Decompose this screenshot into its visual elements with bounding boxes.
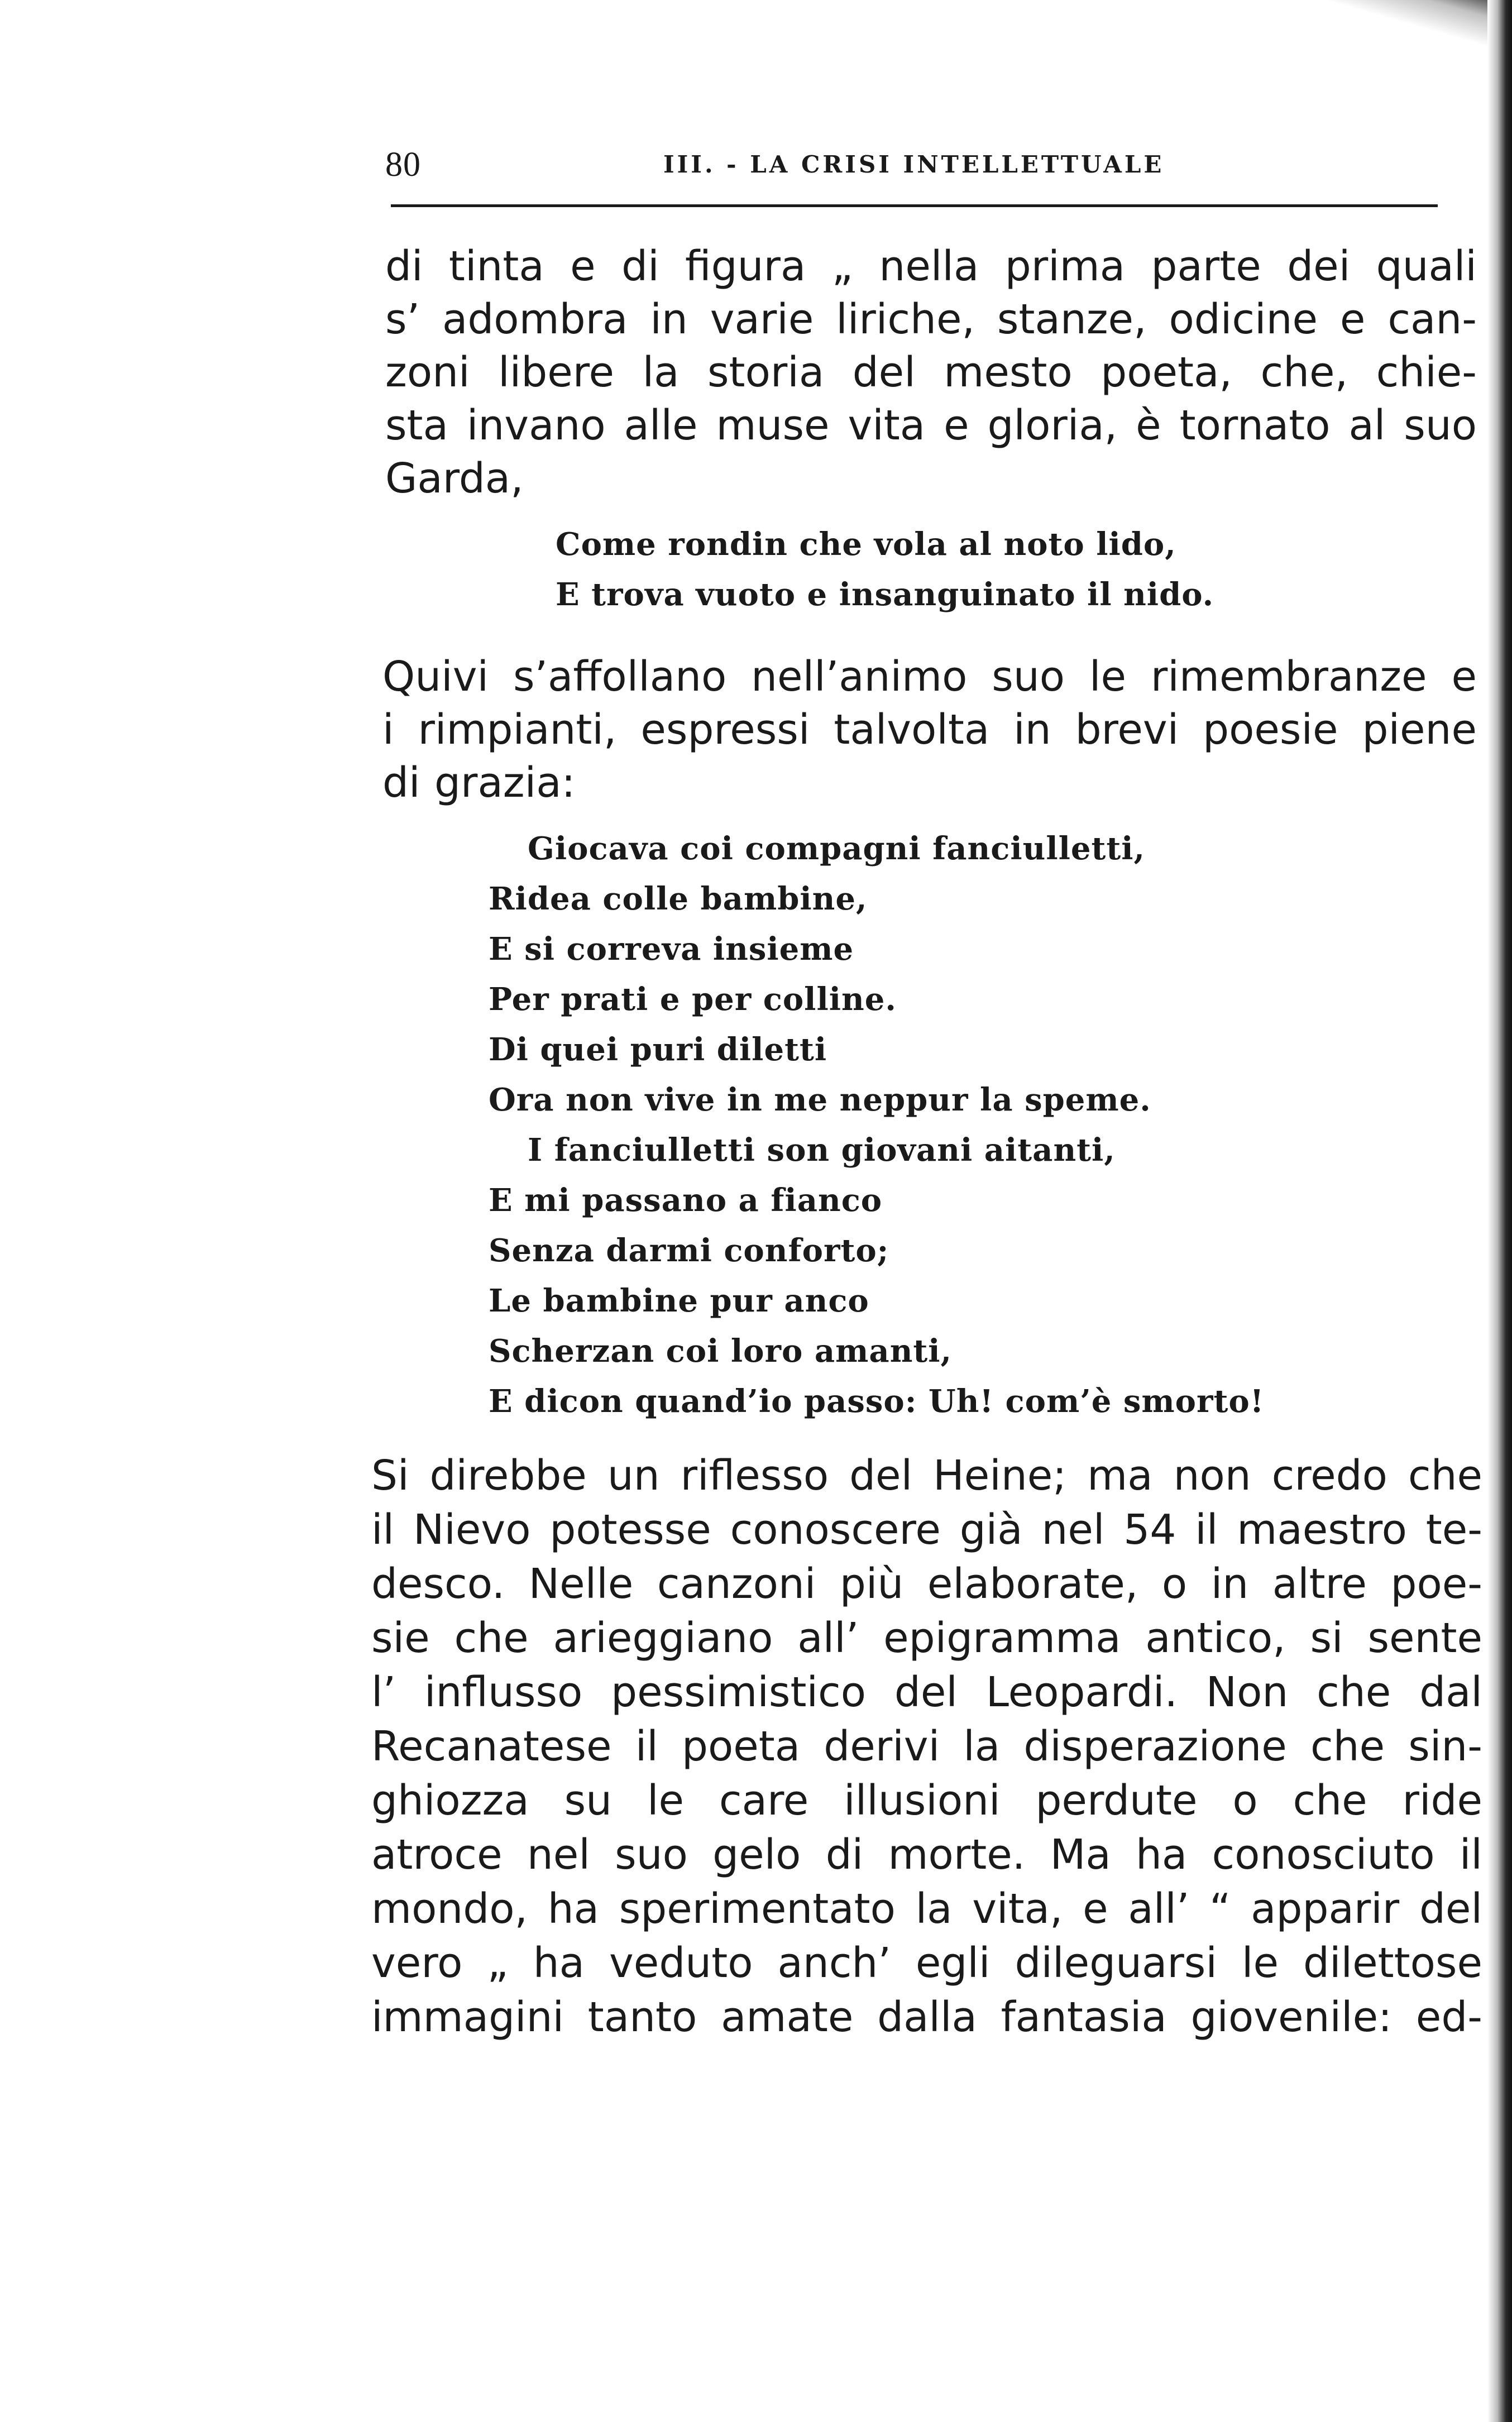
text-line: i rimpianti, espressi talvolta in brevi poesie piene (382, 706, 1477, 754)
verse-line: Ora non vive in me neppur la speme. (489, 1081, 1151, 1118)
paragraph-2 (382, 650, 1477, 810)
text-line: desco. Nelle canzoni più elaborate, o in altre poe- (371, 1560, 1482, 1608)
paragraph-1 (385, 240, 1477, 505)
text-line: mondo, ha sperimentato la vita, e all’ “ apparir del (371, 1885, 1482, 1933)
text-line: l’ influsso pessimistico del Leopardi. Non che dal (371, 1668, 1482, 1716)
paragraph-3 (371, 1449, 1482, 2045)
page-header (385, 137, 1446, 193)
text-line: sta invano alle muse vita e gloria, è tornato al suo (385, 401, 1477, 449)
text-line: s’ adombra in varie liriche, stanze, odicine e can- (385, 295, 1477, 343)
text-line: ghiozza su le care illusioni perdute o che ride (371, 1777, 1482, 1825)
scan-shadow-corner (1277, 0, 1512, 67)
text-line: vero „ ha veduto anch’ egli dileguarsi le dilettose (371, 1939, 1482, 1987)
verse-line: Di quei puri diletti (489, 1031, 827, 1068)
verse-line: Per prati e per colline. (489, 981, 897, 1018)
header-rule (391, 204, 1438, 207)
text-line: zoni libere la storia del mesto poeta, che, chie- (385, 348, 1477, 396)
verse-line: E si correva insieme (489, 931, 854, 968)
verse-line: I fanciulletti son giovani aitanti, (528, 1132, 1116, 1169)
verse-quote-2 (489, 824, 1264, 1427)
text-line: di grazia: (382, 759, 576, 807)
text-line: Garda, (385, 454, 524, 502)
verse-line: E mi passano a fianco (489, 1182, 883, 1219)
verse-line: Come rondin che vola al noto lido, (556, 526, 1176, 563)
verse-line: Le bambine pur anco (489, 1282, 869, 1319)
text-line: Recanatese il poeta derivi la disperazione che sin- (371, 1722, 1482, 1770)
scan-shadow-edge (1487, 0, 1512, 2422)
text-line: Si direbbe un riflesso del Heine; ma non credo che (371, 1452, 1482, 1500)
text-line: Quivi s’affollano nell’animo suo le rimembranze e (382, 653, 1477, 701)
text-line: atroce nel suo gelo di morte. Ma ha conosciuto il (371, 1831, 1482, 1879)
verse-line: Senza darmi conforto; (489, 1232, 889, 1269)
verse-line: Ridea colle bambine, (489, 880, 868, 917)
text-line: immagini tanto amate dalla fantasia giovenile: ed- (371, 1993, 1482, 2041)
verse-quote-1 (556, 519, 1214, 620)
verse-line: Giocava coi compagni fanciulletti, (528, 830, 1146, 867)
verse-line: Scherzan coi loro amanti, (489, 1333, 953, 1370)
text-line: il Nievo potesse conoscere già nel 54 il maestro te- (371, 1506, 1482, 1554)
text-line: di tinta e di figura „ nella prima parte dei quali (385, 242, 1477, 290)
running-head: III. - LA CRISI INTELLETTUALE (663, 151, 1165, 178)
verse-line: E dicon quand’io passo: Uh! com’è smorto! (489, 1383, 1265, 1420)
text-line: sie che arieggiano all’ epigramma antico, si sente (371, 1614, 1482, 1662)
verse-line: E trova vuoto e insanguinato il nido. (556, 576, 1214, 613)
page-number: 80 (385, 146, 421, 184)
